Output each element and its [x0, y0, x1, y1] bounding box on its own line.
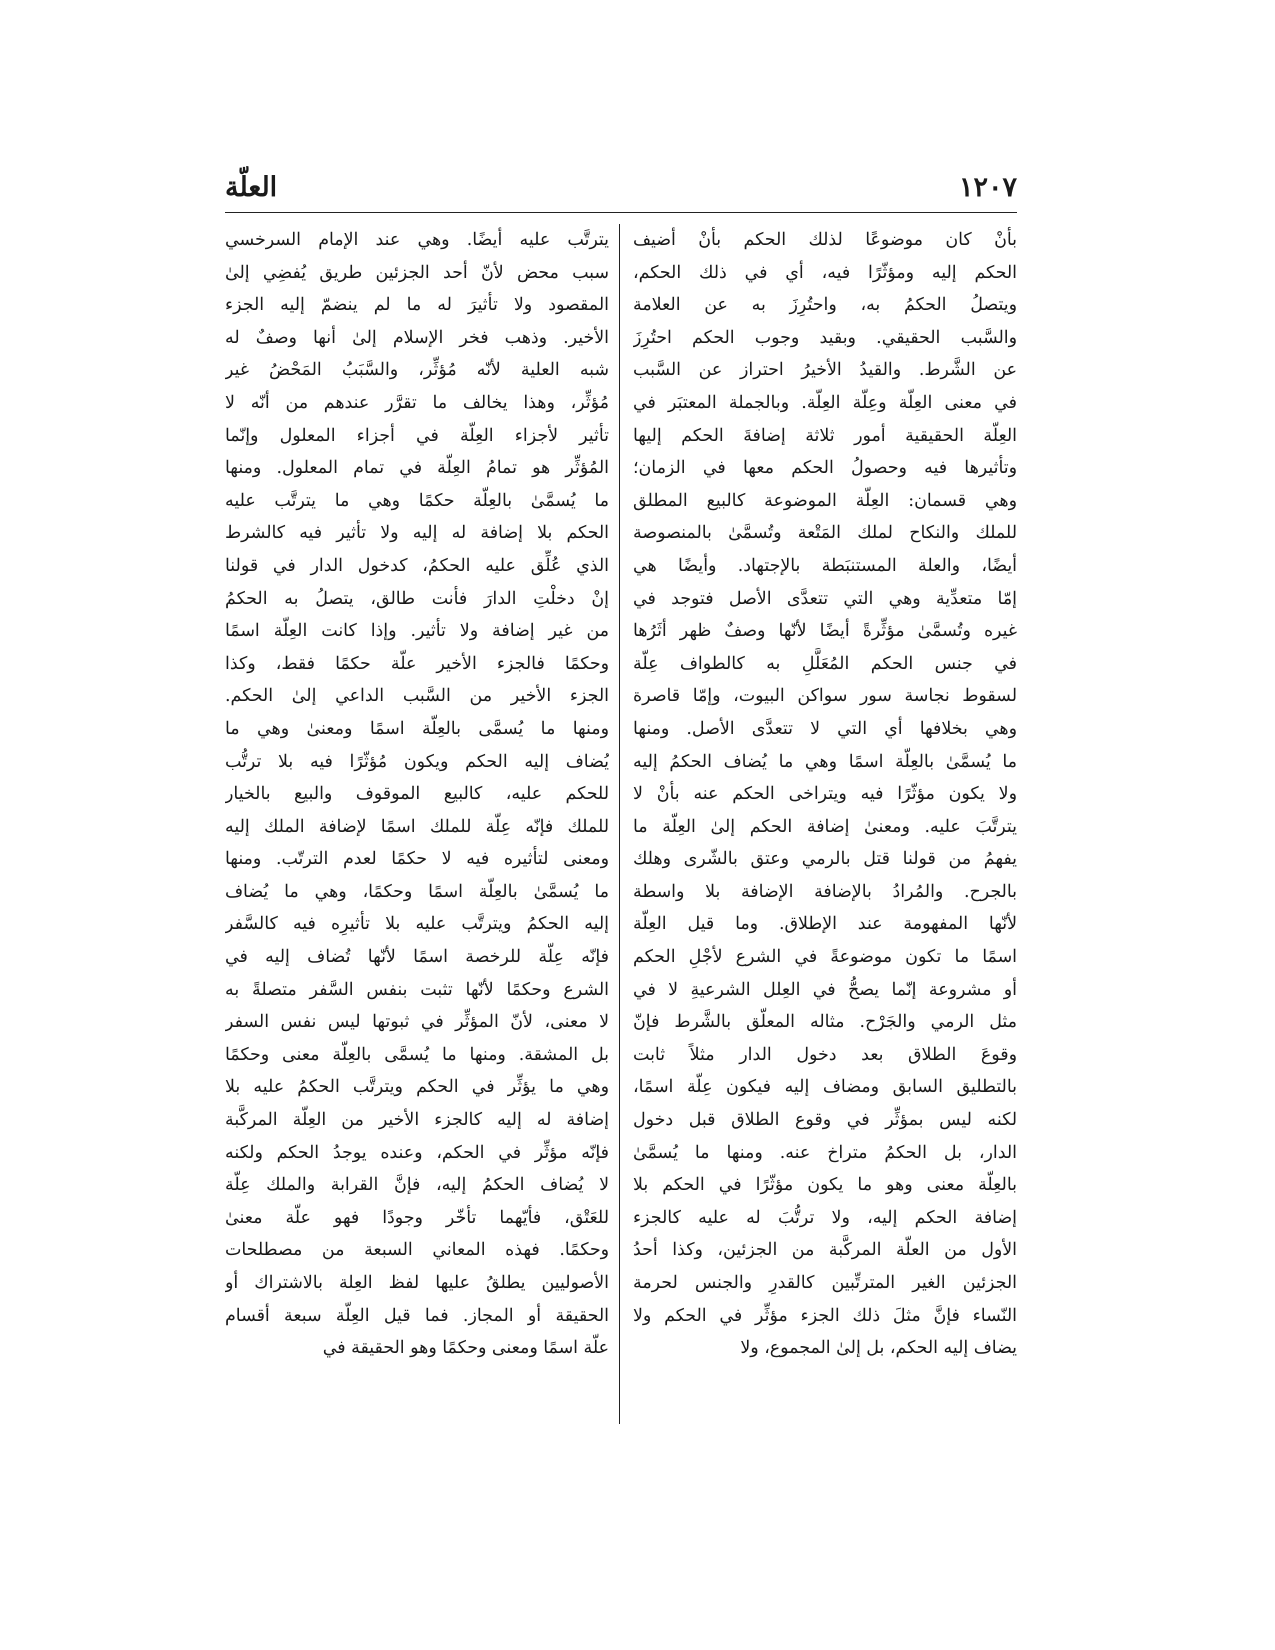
- text-line: فإنّه عِلّة للرخصة اسمًا لأنّها تُضاف إليه في: [225, 947, 609, 968]
- text-line: العِلّة الحقيقية أمور ثلاثة إضافةَ الحكم إليها: [633, 425, 1017, 446]
- page-header: [225, 172, 1017, 212]
- text-line: لأنّها المفهومة عند الإطلاق. وما قيل العِلّة: [633, 914, 1017, 935]
- text-line: مُؤثِّر، وهذا يخالف ما تقرَّر عندهم من أنّه لا: [225, 392, 609, 413]
- text-line: فإنّه مؤثِّر في الحكم، وعنده يوجدُ الحكم ولكنه: [225, 1142, 609, 1163]
- text-line: سبب محض لأنّ أحد الجزئين طريق يُفضِي إلىٰ: [225, 262, 609, 283]
- column-divider: [619, 224, 620, 1424]
- text-line: والسَّبب الحقيقي. وبقيد وجوب الحكم احتُرِزَ: [633, 327, 1017, 348]
- text-line: في جنس الحكم المُعَلَّلِ به كالطواف عِلّة: [633, 653, 1017, 674]
- text-line: وهي بخلافها أي التي لا تتعدَّى الأصل. ومنها: [633, 718, 1017, 739]
- text-line: الحقيقة أو المجاز. فما قيل العِلّة سبعة أقسام: [225, 1305, 609, 1326]
- text-line: يترتَّب عليه أيضًا. وهي عند الإمام السرخسي: [225, 230, 609, 250]
- text-line: لكنه ليس بمؤثِّر في وقوع الطلاق قبل دخول: [633, 1110, 1017, 1131]
- text-line: المُؤثِّر هو تمامُ العِلّة في تمام المعلول. ومنها: [225, 458, 609, 479]
- text-line: للحكم عليه، كالبيع الموقوف والبيع بالخيار: [225, 784, 609, 805]
- text-line: إنْ دخلْتِ الدارَ فأنت طالق، يتصلُ به الحكمُ: [225, 588, 609, 609]
- text-line: بل المشقة. ومنها ما يُسمَّى بالعِلّة معنى وحكمًا: [225, 1044, 609, 1065]
- page-number: ١٢٠٧: [958, 172, 1017, 203]
- text-line: إليه الحكمُ ويترتَّب عليه بلا تأثيرِه فيه كالسَّفر: [225, 914, 609, 935]
- text-line: غيره وتُسمَّىٰ مؤثِّرةً أيضًا لأنّها وصفٌ ظهر أثَرُها: [633, 621, 1017, 642]
- text-line: لا يُضاف الحكمُ إليه، فإنَّ القرابة والملك عِلّة: [225, 1175, 609, 1196]
- text-line: مثل الرمي والجَرْح. مثاله المعلّق بالشَّرط فإنّ: [633, 1012, 1017, 1033]
- text-line: بأنْ كان موضوعًا لذلك الحكم بأنْ أضيف: [633, 230, 1017, 250]
- text-line: لا معنى، لأنّ المؤثِّر في ثبوتها ليس نفس السفر: [225, 1012, 609, 1033]
- text-line: في معنى العِلّة وعِلّة العِلّة. وبالجملة المعتبَر في: [633, 392, 1017, 413]
- text-line: اسمًا ما تكون موضوعةً في الشرع لأجْلِ الحكم: [633, 947, 1017, 968]
- text-line: عن الشَّرط. والقيدُ الأخيرُ احتراز عن السَّبب: [633, 360, 1017, 381]
- text-line: الأول من العلّة المركَّبة من الجزئين، وكذا أحدُ: [633, 1240, 1017, 1261]
- text-line: للملك فإنّه عِلّة للملك اسمًا لإضافة الملك إليه: [225, 816, 609, 837]
- text-line: ما يُسمَّىٰ بالعِلّة حكمًا وهي ما يترتَّب عليه: [225, 490, 609, 511]
- text-line: الجزء الأخير من السَّبب الداعي إلىٰ الحكم.: [225, 686, 609, 707]
- text-line: وهي ما يؤثِّر في الحكم ويترتَّب الحكمُ عليه بلا: [225, 1077, 609, 1098]
- text-line: وتأثيرها فيه وحصولُ الحكم معها في الزمان؛: [633, 458, 1017, 479]
- text-line: علّة اسمًا ومعنى وحكمًا وهو الحقيقة في: [322, 1338, 609, 1359]
- text-line: أيضًا، والعلة المستنبَطة بالإجتهاد. وأيضًا هي: [633, 555, 1017, 576]
- text-line: إضافة له إليه كالجزء الأخير من العِلّة المركَّبة: [225, 1110, 609, 1131]
- right-column: [633, 224, 1017, 1365]
- text-line: وهي قسمان: العِلّة الموضوعة كالبيع المطلق: [633, 490, 1017, 511]
- text-line: أو مشروعة إنّما يصحُّ في العِلل الشرعيةِ لا في: [633, 979, 1017, 1000]
- text-line: إضافة الحكم إليه، ولا ترتُّبَ له عليه كالجزء: [633, 1207, 1017, 1228]
- text-line: بالعِلّة معنى وهو ما يكون مؤثّرًا في الحكم بلا: [633, 1175, 1017, 1196]
- text-line: الشرع وحكمًا لأنّها تثبت بنفس السَّفر متصلةً به: [225, 979, 609, 1000]
- text-line: وحكمًا. فهذه المعاني السبعة من مصطلحات: [225, 1240, 609, 1261]
- text-line: للملك والنكاح لملك المَتْعة وتُسمَّىٰ بالمنصوصة: [633, 523, 1017, 544]
- text-line: وقوعَ الطلاق بعد دخول الدار مثلاً ثابت: [633, 1044, 1017, 1065]
- text-line: الذي عُلِّق عليه الحكمُ، كدخول الدار في قولنا: [225, 555, 609, 576]
- left-column: [225, 224, 609, 1365]
- text-line: ويتصلُ الحكمُ به، واحتُرِزَ به عن العلامة: [633, 295, 1017, 316]
- text-line: شبه العلية لأنّه مُؤثِّر، والسَّبَبُ المَحْضُ غير: [225, 360, 609, 381]
- text-line: ما يُسمَّىٰ بالعِلّة اسمًا وحكمًا، وهي ما يُضاف: [225, 881, 609, 902]
- text-line: الحكم إليه ومؤثّرًا فيه، أي في ذلك الحكم،: [633, 262, 1017, 283]
- text-line: ومعنى لتأثيره فيه لا حكمًا لعدم الترتّب. ومنها: [225, 849, 609, 870]
- text-line: الجزئين الغير المترتِّبين كالقدرِ والجنس لحرمة: [633, 1273, 1017, 1293]
- text-line: الأصوليين يطلقُ عليها لفظ العِلة بالاشتراك أو: [225, 1273, 609, 1293]
- text-line: ولا يكون مؤثّرًا فيه ويتراخى الحكم عنه بأنْ لا: [633, 784, 1017, 805]
- text-line: ما يُسمَّىٰ بالعِلّة اسمًا وهي ما يُضاف الحكمُ إليه: [633, 751, 1017, 772]
- text-line: يُضاف إليه الحكم ويكون مُؤثّرًا فيه بلا ترتُّب: [225, 751, 609, 772]
- text-line: لسقوط نجاسة سور سواكن البيوت، وإمّا قاصرة: [633, 686, 1017, 707]
- text-line: الدار، بل الحكمُ متراخ عنه. ومنها ما يُسمَّىٰ: [633, 1142, 1017, 1163]
- text-line: المقصود ولا تأثيرَ له ما لم ينضمّ إليه الجزء: [225, 295, 609, 316]
- text-line: بالجرح. والمُرادُ بالإضافة الإضافة بلا واسطة: [633, 881, 1017, 902]
- text-line: الأخير. وذهب فخر الإسلام إلىٰ أنها وصفٌ له: [225, 327, 609, 348]
- text-line: يضاف إليه الحكم، بل إلىٰ المجموع، ولا: [740, 1338, 1017, 1359]
- running-title: العلّة: [225, 172, 278, 203]
- text-line: ومنها ما يُسمَّى بالعِلّة اسمًا ومعنىٰ وهي ما: [225, 718, 609, 739]
- text-line: تأثير لأجزاء العِلّة في أجزاء المعلول وإنّما: [225, 425, 609, 446]
- header-rule: [225, 212, 1017, 213]
- text-line: يترتَّبَ عليه. ومعنىٰ إضافة الحكم إلىٰ العِلّة ما: [633, 816, 1017, 837]
- text-line: من غير إضافة ولا تأثير. وإذا كانت العِلّة اسمًا: [225, 621, 609, 642]
- text-line: بالتطليق السابق ومضاف إليه فيكون عِلّة اسمًا،: [633, 1077, 1017, 1098]
- text-line: الحكم بلا إضافة له إليه ولا تأثير فيه كالشرط: [225, 523, 609, 544]
- text-line: إمّا متعدِّية وهي التي تتعدَّى الأصل فتوجد في: [633, 588, 1017, 609]
- text-line: للعَتْق، فأيّهما تأخّر وجودًا فهو علّة معنىٰ: [225, 1207, 609, 1228]
- text-line: يفهمُ من قولنا قتل بالرمي وعتق بالشّرى وهلك: [633, 849, 1017, 870]
- text-line: وحكمًا فالجزء الأخير علّة حكمًا فقط، وكذا: [225, 653, 609, 674]
- text-line: النّساء فإنَّ مثلَ ذلك الجزء مؤثِّر في الحكم ولا: [633, 1305, 1017, 1326]
